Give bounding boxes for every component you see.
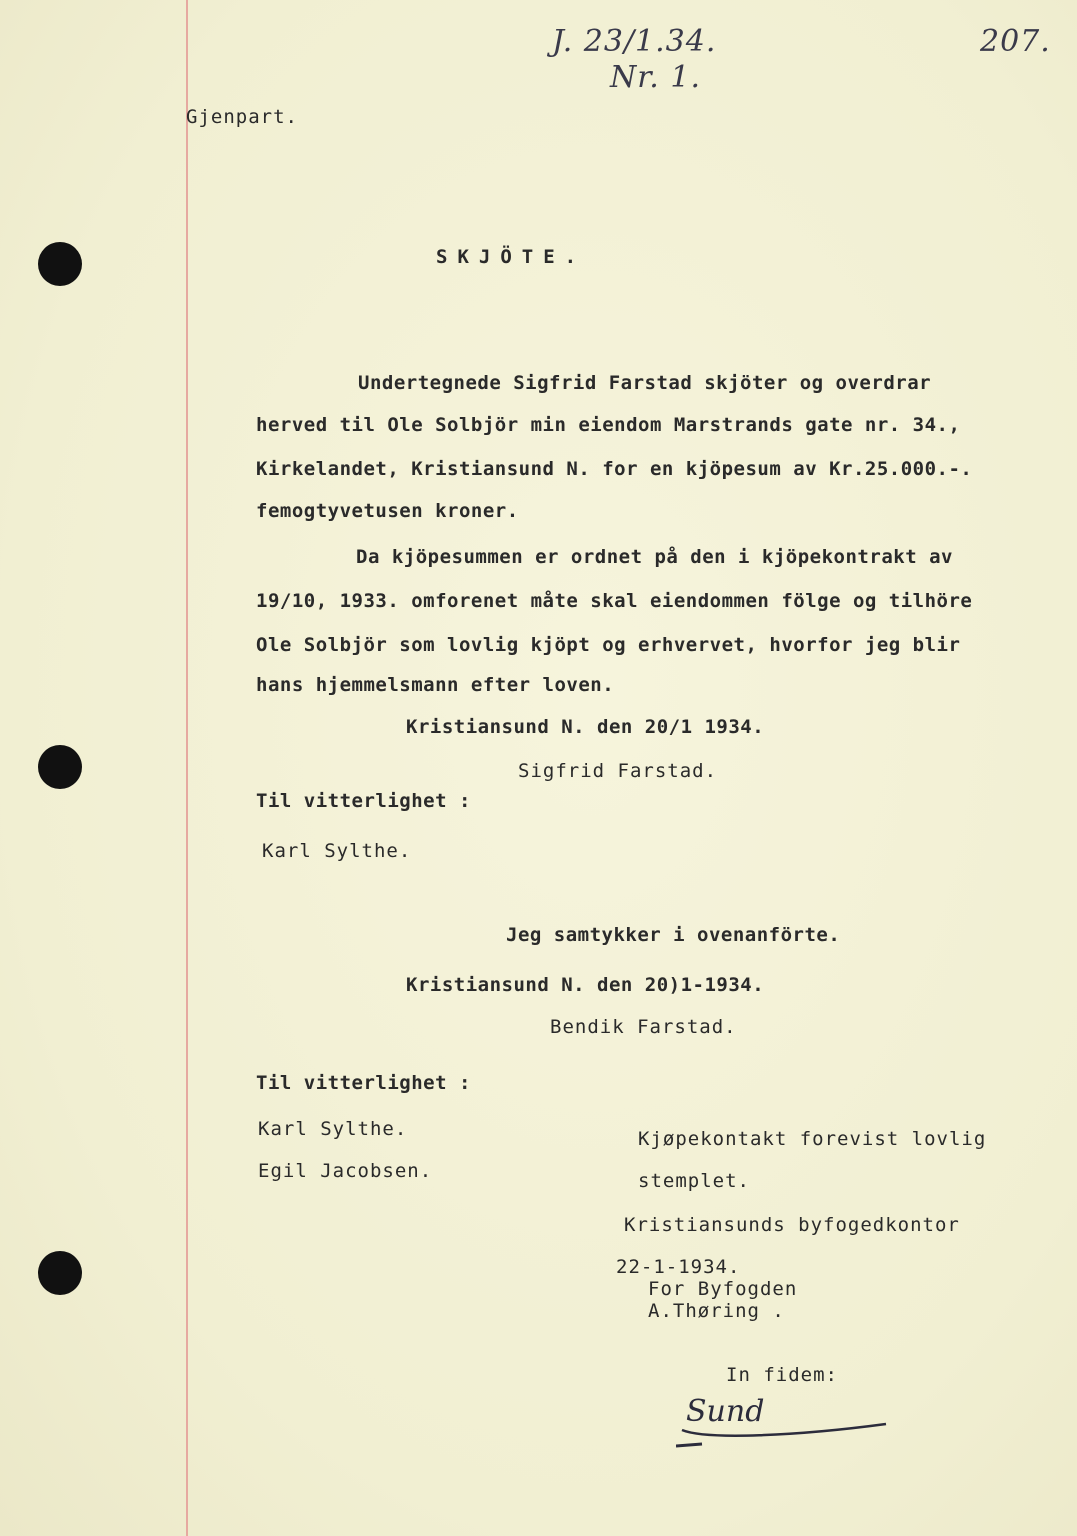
- place-date: Kristiansund N. den 20/1 1934.: [406, 716, 765, 738]
- body-line: Ole Solbjör som lovlig kjöpt og erhvervet, hvorfor jeg blir: [256, 634, 961, 656]
- body-line: Undertegnede Sigfrid Farstad skjöter og overdrar: [358, 372, 932, 394]
- copy-label: Gjenpart.: [186, 106, 298, 128]
- consent-place-date: Kristiansund N. den 20)1-1934.: [406, 974, 765, 996]
- witness-name: Karl Sylthe.: [262, 840, 412, 862]
- number-annotation: Nr. 1.: [610, 60, 701, 95]
- signature-text: Sund: [686, 1394, 765, 1429]
- certification-signature: [676, 1394, 896, 1454]
- punch-hole-bottom: [38, 1251, 82, 1295]
- certification-label: In fidem:: [726, 1364, 838, 1386]
- punch-hole-top: [38, 242, 82, 286]
- punch-hole-middle: [38, 745, 82, 789]
- witness-heading: Til vitterlighet :: [256, 1072, 471, 1094]
- body-line: Kirkelandet, Kristiansund N. for en kjöpesum av Kr.25.000.-.: [256, 458, 973, 480]
- witness-heading: Til vitterlighet :: [256, 790, 471, 812]
- signature-flourish: [676, 1394, 896, 1454]
- margin-line: [186, 0, 188, 1536]
- page-number: 207.: [980, 24, 1051, 59]
- witness-name: Karl Sylthe.: [258, 1118, 408, 1140]
- consent-signature: Bendik Farstad.: [550, 1016, 737, 1038]
- body-line: femogtyvetusen kroner.: [256, 500, 519, 522]
- endorsement-line: stemplet.: [638, 1170, 750, 1192]
- body-line: 19/10, 1933. omforenet måte skal eiendommen fölge og tilhöre: [256, 590, 973, 612]
- document-title: SKJÖTE.: [436, 246, 587, 268]
- endorsement-line: For Byfogden: [648, 1278, 798, 1300]
- endorsement-official: A.Thøring .: [648, 1300, 785, 1322]
- endorsement-line: Kjøpekontakt forevist lovlig: [638, 1128, 987, 1150]
- endorsement-date: 22-1-1934.: [616, 1256, 741, 1278]
- seller-signature: Sigfrid Farstad.: [518, 760, 718, 782]
- witness-name: Egil Jacobsen.: [258, 1160, 433, 1182]
- body-line: Da kjöpesummen er ordnet på den i kjöpekontrakt av: [356, 546, 953, 568]
- endorsement-line: Kristiansunds byfogedkontor: [624, 1214, 960, 1236]
- body-line: herved til Ole Solbjör min eiendom Marstrands gate nr. 34.,: [256, 414, 961, 436]
- body-line: hans hjemmelsmann efter loven.: [256, 674, 615, 696]
- consent-statement: Jeg samtykker i ovenanförte.: [506, 924, 841, 946]
- journal-annotation: J. 23/1.34.: [552, 24, 717, 59]
